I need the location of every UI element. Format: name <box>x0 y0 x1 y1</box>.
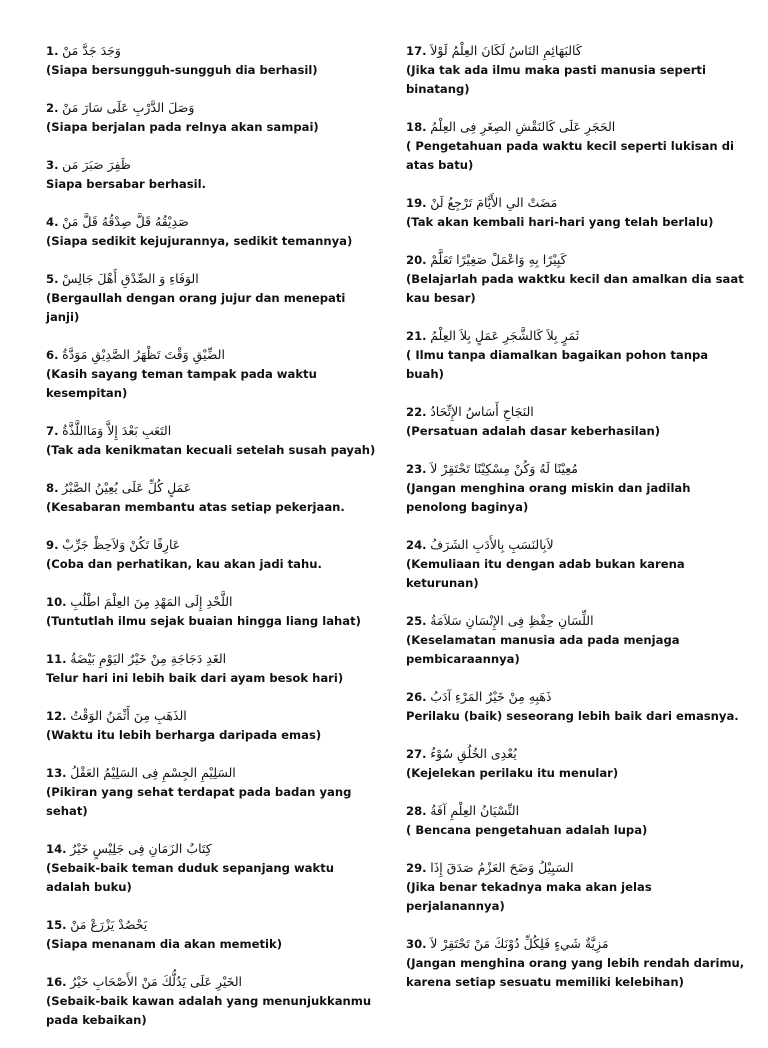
arabic-text: اللِّسَانِ حِفْظِ فِى الإِنْسَانِ سَلاَمَةُ <box>430 613 594 628</box>
proverb-entry: 2. وَصَلَ الدَّرْبِ عَلَى سَارَ مَنْ (Siapa berjalan pada relnya akan sampai) <box>46 98 376 137</box>
translation-text: (Waktu itu lebih berharga daripada emas) <box>46 728 322 742</box>
proverb-entry: 10. اللَّحْدِ إِلَى المَهْدِ مِنَ العِلْمَ اطْلُبِ (Tuntutlah ilmu sejak buaian hingga liang lahat) <box>46 592 376 631</box>
translation-text: (Persatuan adalah dasar keberhasilan) <box>406 424 661 438</box>
arabic-text: كَالبَهَائِمِ النَاسُ لَكَانَ العِلْمُ لَوْلاَ <box>430 43 582 58</box>
translation-text: (Sebaik-baik teman duduk sepanjang waktu adalah buku) <box>46 861 334 894</box>
translation-text: (Kesabaran membantu atas setiap pekerjaan. <box>46 500 345 514</box>
translation-text: (Bergaullah dengan orang jujur dan menepati janji) <box>46 291 346 324</box>
translation-text: (Kejelekan perilaku itu menular) <box>406 766 619 780</box>
arabic-text: مَضَتْ الىِ الأَيَّامَ تَرْجِعُ لَنْ <box>430 195 558 210</box>
translation-text: (Jika benar tekadnya maka akan jelas perjalanannya) <box>406 880 652 913</box>
translation-text: (Jangan menghina orang yang lebih rendah darimu, karena setiap sesuatu memiliki kelebihan) <box>406 956 745 989</box>
translation-text: (Keselamatan manusia ada pada menjaga pembicaraannya) <box>406 633 680 666</box>
translation-text: (Tuntutlah ilmu sejak buaian hingga liang lahat) <box>46 614 361 628</box>
proverb-entry: 9. عَارِفًا تَكُنْ وَلاَحِظْ جَرِّبْ (Coba dan perhatikan, kau akan jadi tahu. <box>46 535 376 574</box>
translation-text: Perilaku (baik) seseorang lebih baik dari emasnya. <box>406 709 739 723</box>
proverb-entry: 5. الوَفَاءِ وَ الصِّدْقِ أَهْلَ جَالِسْ (Bergaullah dengan orang jujur dan menepati janji) <box>46 269 376 327</box>
proverb-entry: 17. كَالبَهَائِمِ النَاسُ لَكَانَ العِلْمُ لَوْلاَ (Jika tak ada ilmu maka pasti manusia seperti binatang) <box>406 41 746 99</box>
arabic-text: النِّسْيَانُ العِلْمِ آفَةُ <box>430 803 520 818</box>
translation-text: (Jangan menghina orang miskin dan jadilah penolong baginya) <box>406 481 691 514</box>
translation-text: (Kasih sayang teman tampak pada waktu kesempitan) <box>46 367 317 400</box>
translation-text: (Belajarlah pada waktku kecil dan amalkan dia saat kau besar) <box>406 272 744 305</box>
arabic-text: السَلِيْمِ الجِسْمِ فِى السَلِيْمُ العَقْلُ <box>70 765 236 780</box>
proverb-entry: 20. كَبِيْرًا بِهِ وَاعْمَلْ صَغِيْرًا تَعَلَّمْ (Belajarlah pada waktku kecil dan amalkan dia saat kau besar) <box>406 250 746 308</box>
proverb-entry: 24. لاَبِالنَسَبِ بِالأَدَبِ الشَرَفُ (Kemuliaan itu dengan adab bukan karena keturunan) <box>406 535 746 593</box>
arabic-text: الذَهَبِ مِنَ أَثْمَنُ الوَقْتُ <box>70 708 187 723</box>
translation-text: (Jika tak ada ilmu maka pasti manusia seperti binatang) <box>406 63 706 96</box>
arabic-text: ظَفِرَ صَبَرَ مَن <box>62 157 131 172</box>
proverb-entry: 7. التَعَبِ بَعْدَ إِلاَّ وَمَااللَّذَّةُ (Tak ada kenikmatan kecuali setelah susah payah) <box>46 421 376 460</box>
translation-text: (Coba dan perhatikan, kau akan jadi tahu. <box>46 557 322 571</box>
arabic-text: كِتَابٌ الزَمَانِ فِى جَلِيْسٍ خَيْرُ <box>70 841 212 856</box>
arabic-text: مَزِيَّةٌ شَيءٍ فَلِكُلِّ دُوْنَكَ مَنْ تَحْتَقِرْ لاَ <box>430 936 609 951</box>
translation-text: (Siapa berjalan pada relnya akan sampai) <box>46 120 319 134</box>
arabic-text: عَمَلٍ كُلِّ عَلَى يُعِيْنُ الصَّبْرُ <box>62 480 192 495</box>
translation-text: (Pikiran yang sehat terdapat pada badan yang sehat) <box>46 785 352 818</box>
translation-text: (Siapa menanam dia akan memetik) <box>46 937 283 951</box>
translation-text: Telur hari ini lebih baik dari ayam besok hari) <box>46 671 344 685</box>
proverb-entry: 16. الخَيْرِ عَلَى يَدُلُّكَ مَنْ الأَصْحَابِ خَيْرُ (Sebaik-baik kawan adalah yang menunjukkanmu pada kebaikan) <box>46 972 376 1030</box>
proverb-entry: 3. ظَفِرَ صَبَرَ مَن Siapa bersabar berhasil. <box>46 155 376 194</box>
arabic-text: الضِّيْقِ وَقْتَ تَظْهَرُ الصَّدِيْقِ مَوَدَّةُ <box>62 347 225 362</box>
translation-text: (Sebaik-baik kawan adalah yang menunjukkanmu pada kebaikan) <box>46 994 372 1027</box>
arabic-text: الوَفَاءِ وَ الصِّدْقِ أَهْلَ جَالِسْ <box>62 271 199 286</box>
arabic-text: النَجَاحِ أَسَاسُ الإِتِّحَادُ <box>430 404 534 419</box>
proverb-entry: 27. يُعْدِى الخُلُقِ سُوْءُ (Kejelekan perilaku itu menular) <box>406 744 746 783</box>
proverb-entry: 6. الضِّيْقِ وَقْتَ تَظْهَرُ الصَّدِيْقِ مَوَدَّةُ (Kasih sayang teman tampak pada waktu kesempitan) <box>46 345 376 403</box>
arabic-text: عَارِفًا تَكُنْ وَلاَحِظْ جَرِّبْ <box>62 537 181 552</box>
translation-text: ( Bencana pengetahuan adalah lupa) <box>406 823 648 837</box>
proverb-entry: 29. السَبِيْلُ وَضَحَ العَزْمُ صَدَقَ إِذَا (Jika benar tekadnya maka akan jelas perjalanannya) <box>406 858 746 916</box>
arabic-text: يُعْدِى الخُلُقِ سُوْءُ <box>430 746 517 761</box>
proverb-entry: 22. النَجَاحِ أَسَاسُ الإِتِّحَادُ (Persatuan adalah dasar keberhasilan) <box>406 402 746 441</box>
left-column <box>46 41 376 1048</box>
translation-text: (Siapa sedikit kejujurannya, sedikit temannya) <box>46 234 353 248</box>
arabic-text: وَجَدَ جَدَّ مَنْ <box>62 43 121 58</box>
proverb-entry: 15. يَحْصُدْ يَزْرَعْ مَنْ (Siapa menanam dia akan memetik) <box>46 915 376 954</box>
proverb-entry: 11. الغَدِ دَجَاجَةِ مِنْ خَيْرٌ اليَوْمِ بَيْضَةُ Telur hari ini lebih baik dari ayam besok hari) <box>46 649 376 688</box>
arabic-text: لاَبِالنَسَبِ بِالأَدَبِ الشَرَفُ <box>430 537 554 552</box>
arabic-text: اللَّحْدِ إِلَى المَهْدِ مِنَ العِلْمَ اطْلُبِ <box>70 594 233 609</box>
translation-text: ( Pengetahuan pada waktu kecil seperti lukisan di atas batu) <box>406 139 734 172</box>
arabic-text: الغَدِ دَجَاجَةِ مِنْ خَيْرٌ اليَوْمِ بَيْضَةُ <box>70 651 227 666</box>
proverb-entry: 4. صَدِيْقُهُ قَلَّ صِدْقُهُ قَلَّ مَنْ (Siapa sedikit kejujurannya, sedikit temannya) <box>46 212 376 251</box>
arabic-text: كَبِيْرًا بِهِ وَاعْمَلْ صَغِيْرًا تَعَلَّمْ <box>430 252 567 267</box>
proverb-entry: 1. وَجَدَ جَدَّ مَنْ (Siapa bersungguh-sungguh dia berhasil) <box>46 41 376 80</box>
proverb-entry: 25. اللِّسَانِ حِفْظِ فِى الإِنْسَانِ سَلاَمَةُ (Keselamatan manusia ada pada menjaga pembicaraannya) <box>406 611 746 669</box>
translation-text: (Tak akan kembali hari-hari yang telah berlalu) <box>406 215 714 229</box>
proverb-entry: 30. مَزِيَّةٌ شَيءٍ فَلِكُلِّ دُوْنَكَ مَنْ تَحْتَقِرْ لاَ (Jangan menghina orang yang lebih rendah darimu, karena setiap sesuatu memiliki kelebihan) <box>406 934 746 992</box>
arabic-text: ثَمَرٍ بِلاَ كَالشَّجَرِ عَمَلٍ بِلاَ العِلْمُ <box>430 328 580 343</box>
proverb-entry: 18. الحَجَرِ عَلَى كَالنَقْشِ الصِغَرِ فِى العِلْمُ ( Pengetahuan pada waktu kecil seperti lukisan di atas batu) <box>406 117 746 175</box>
proverb-entry: 19. مَضَتْ الىِ الأَيَّامَ تَرْجِعُ لَنْ (Tak akan kembali hari-hari yang telah berlalu) <box>406 193 746 232</box>
arabic-text: صَدِيْقُهُ قَلَّ صِدْقُهُ قَلَّ مَنْ <box>62 214 189 229</box>
proverb-entry: 13. السَلِيْمِ الجِسْمِ فِى السَلِيْمُ العَقْلُ (Pikiran yang sehat terdapat pada badan yang sehat) <box>46 763 376 821</box>
arabic-text: ذَهَبِهِ مِنْ خَيْرٌ المَرْءِ آدَبُ <box>430 689 552 704</box>
arabic-text: يَحْصُدْ يَزْرَعْ مَنْ <box>70 917 148 932</box>
translation-text: ( Ilmu tanpa diamalkan bagaikan pohon tanpa buah) <box>406 348 709 381</box>
proverb-entry: 8. عَمَلٍ كُلِّ عَلَى يُعِيْنُ الصَّبْرُ (Kesabaran membantu atas setiap pekerjaan. <box>46 478 376 517</box>
arabic-text: الحَجَرِ عَلَى كَالنَقْشِ الصِغَرِ فِى العِلْمُ <box>430 119 616 134</box>
arabic-text: مُعِيْنًا لَهُ وَكُنْ مِسْكِيْنًا تَحْتَقِرْ لاَ <box>430 461 578 476</box>
arabic-text: السَبِيْلُ وَضَحَ العَزْمُ صَدَقَ إِذَا <box>430 860 574 875</box>
proverb-entry: 28. النِّسْيَانُ العِلْمِ آفَةُ ( Bencana pengetahuan adalah lupa) <box>406 801 746 840</box>
proverb-entry: 23. مُعِيْنًا لَهُ وَكُنْ مِسْكِيْنًا تَحْتَقِرْ لاَ (Jangan menghina orang miskin dan jadilah penolong baginya) <box>406 459 746 517</box>
arabic-text: الخَيْرِ عَلَى يَدُلُّكَ مَنْ الأَصْحَابِ خَيْرُ <box>70 974 242 989</box>
arabic-text: وَصَلَ الدَّرْبِ عَلَى سَارَ مَنْ <box>62 100 195 115</box>
translation-text: Siapa bersabar berhasil. <box>46 177 206 191</box>
translation-text: (Tak ada kenikmatan kecuali setelah susah payah) <box>46 443 376 457</box>
translation-text: (Siapa bersungguh-sungguh dia berhasil) <box>46 63 318 77</box>
proverb-entry: 21. ثَمَرٍ بِلاَ كَالشَّجَرِ عَمَلٍ بِلاَ العِلْمُ ( Ilmu tanpa diamalkan bagaikan pohon tanpa buah) <box>406 326 746 384</box>
proverb-entry: 12. الذَهَبِ مِنَ أَثْمَنُ الوَقْتُ (Waktu itu lebih berharga daripada emas) <box>46 706 376 745</box>
right-column <box>406 41 746 1010</box>
proverb-entry: 14. كِتَابٌ الزَمَانِ فِى جَلِيْسٍ خَيْرُ (Sebaik-baik teman duduk sepanjang waktu adalah buku) <box>46 839 376 897</box>
translation-text: (Kemuliaan itu dengan adab bukan karena keturunan) <box>406 557 685 590</box>
arabic-text: التَعَبِ بَعْدَ إِلاَّ وَمَااللَّذَّةُ <box>62 423 172 438</box>
proverb-entry: 26. ذَهَبِهِ مِنْ خَيْرٌ المَرْءِ آدَبُ Perilaku (baik) seseorang lebih baik dari emasnya. <box>406 687 746 726</box>
